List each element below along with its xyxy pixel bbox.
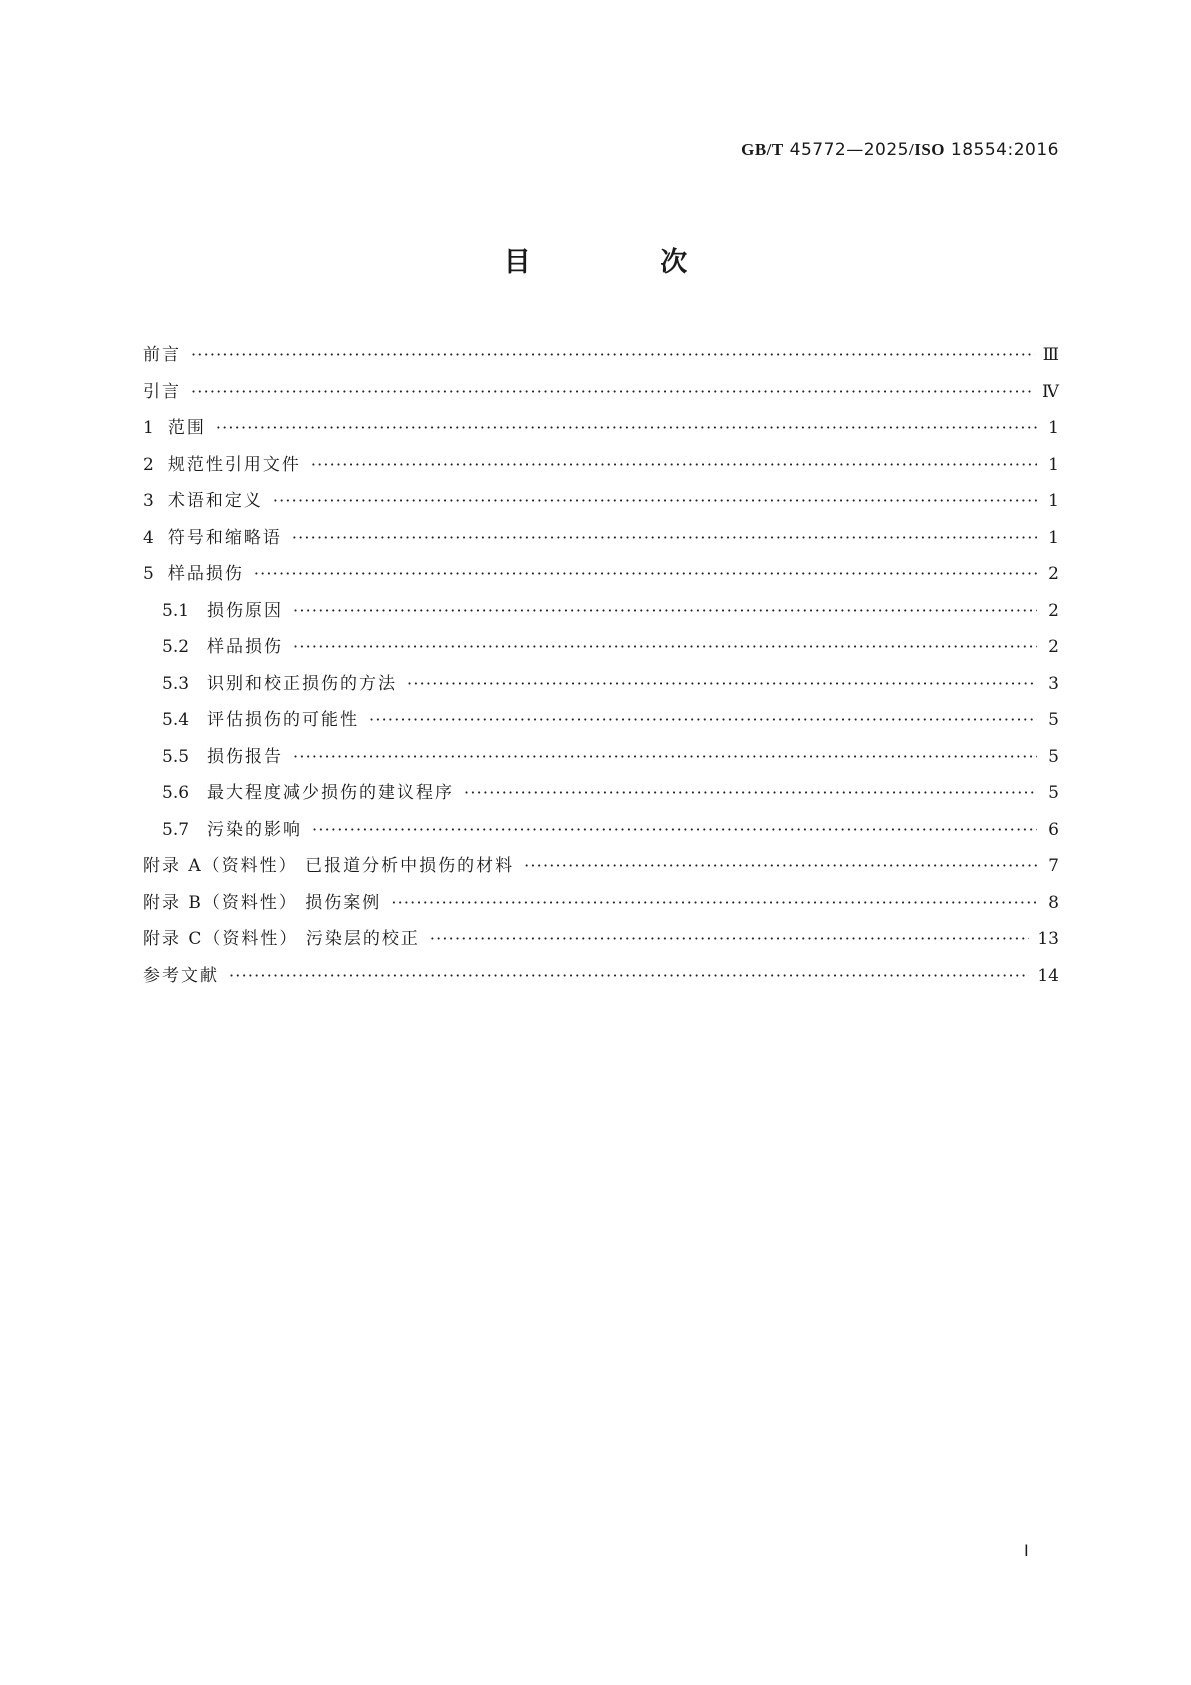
toc-entry-title: 附录 C（资料性） 污染层的校正 (143, 929, 420, 949)
dot-leader (191, 345, 1035, 364)
toc-entry-number: 5.4 (162, 710, 190, 730)
toc-entry[interactable] (143, 523, 1059, 560)
toc-entry[interactable] (143, 596, 1059, 633)
toc-entry-page: 14 (1037, 965, 1059, 986)
dot-leader (312, 820, 1037, 839)
toc-entry-number: 5.7 (162, 819, 190, 840)
toc-entry-title: 损伤报告 (207, 746, 284, 767)
toc-entry-number: 5 (143, 564, 154, 584)
standard-prefix: GB/T (741, 140, 784, 159)
document-header (741, 140, 1059, 160)
toc-entry-title: 污染的影响 (207, 819, 303, 840)
dot-leader (191, 382, 1034, 401)
toc-entry-page: 5 (1048, 710, 1059, 730)
toc-entry-title: 前言 (143, 345, 181, 365)
toc-entry[interactable] (143, 778, 1059, 815)
toc-entry-title: 损伤原因 (207, 600, 284, 621)
toc-entry-title: 参考文献 (143, 965, 219, 986)
toc-entry-number: 2 (143, 454, 154, 475)
toc-entry[interactable] (143, 669, 1059, 706)
toc-entry-title: 规范性引用文件 (167, 454, 301, 475)
dot-leader (430, 929, 1030, 948)
toc-entry-title: 术语和定义 (167, 491, 263, 511)
toc-entry-label (162, 742, 283, 767)
toc-entry-title: 附录 A（资料性） 已报道分析中损伤的材料 (143, 856, 515, 876)
toc-entry-page: 7 (1048, 856, 1059, 876)
table-of-contents (143, 340, 1059, 997)
dot-leader (254, 564, 1037, 583)
dot-leader (229, 966, 1029, 985)
toc-entry-page: 2 (1048, 637, 1059, 657)
iso-prefix: /ISO (908, 140, 946, 159)
page-number: Ⅰ (1024, 1543, 1029, 1560)
toc-entry-number: 5.5 (162, 746, 190, 767)
dot-leader (293, 601, 1037, 620)
toc-entry[interactable] (143, 340, 1059, 377)
toc-entry-page: 2 (1048, 600, 1059, 621)
toc-entry-label (143, 340, 181, 365)
toc-entry-page: 2 (1048, 564, 1059, 584)
dot-leader (407, 674, 1037, 693)
toc-entry-title: 样品损伤 (167, 564, 244, 584)
toc-entry[interactable] (143, 377, 1059, 414)
dot-leader (369, 710, 1037, 729)
toc-entry-title: 范围 (167, 418, 206, 438)
toc-entry-page: 5 (1048, 746, 1059, 767)
toc-entry-page: 1 (1048, 527, 1059, 548)
toc-entry-number: 3 (143, 491, 154, 511)
toc-entry-number: 4 (143, 527, 154, 548)
toc-entry-label (162, 669, 397, 694)
toc-entry-number: 5.6 (162, 783, 190, 803)
toc-title: 目 次 (503, 247, 748, 278)
toc-entry-page: 1 (1048, 418, 1059, 438)
toc-entry-label (162, 778, 454, 803)
toc-entry-number: 5.3 (162, 673, 190, 694)
toc-entry[interactable] (143, 742, 1059, 779)
toc-entry-page: Ⅲ (1042, 345, 1059, 365)
toc-entry-title: 评估损伤的可能性 (207, 710, 360, 730)
dot-leader (293, 747, 1037, 766)
dot-leader (524, 856, 1037, 875)
toc-entry-label (162, 705, 359, 730)
dot-leader (311, 455, 1037, 474)
toc-entry[interactable] (143, 632, 1059, 669)
toc-entry[interactable] (143, 851, 1059, 888)
toc-entry-title: 样品损伤 (207, 637, 284, 657)
dot-leader (391, 893, 1037, 912)
toc-entry-title: 引言 (143, 381, 181, 402)
toc-entry[interactable] (143, 924, 1059, 961)
toc-entry-label (162, 596, 283, 621)
dot-leader (216, 418, 1037, 437)
toc-entry-page: Ⅳ (1042, 381, 1059, 402)
toc-entry-label (143, 377, 181, 402)
toc-entry[interactable] (143, 705, 1059, 742)
toc-entry-number: 5.1 (162, 600, 190, 621)
toc-entry-title: 识别和校正损伤的方法 (207, 673, 398, 694)
toc-entry-title: 符号和缩略语 (167, 527, 282, 548)
toc-entry-label (143, 961, 219, 986)
toc-entry[interactable] (143, 815, 1059, 852)
toc-entry-page: 1 (1048, 491, 1059, 511)
iso-number: 18554:2016 (950, 140, 1059, 160)
toc-entry[interactable] (143, 486, 1059, 523)
toc-entry-number: 5.2 (162, 637, 190, 657)
toc-entry-label (162, 632, 283, 657)
dot-leader (273, 491, 1037, 510)
toc-entry-label (143, 486, 263, 511)
toc-entry-number: 1 (143, 418, 154, 438)
toc-entry-label (143, 523, 282, 548)
toc-entry-page: 8 (1048, 892, 1059, 913)
dot-leader (464, 783, 1037, 802)
dot-leader (293, 637, 1037, 656)
toc-entry-page: 1 (1048, 454, 1059, 475)
toc-entry-label (143, 559, 244, 584)
toc-entry[interactable] (143, 961, 1059, 998)
dot-leader (292, 528, 1037, 547)
toc-entry-label (143, 851, 514, 876)
toc-entry-page: 6 (1048, 819, 1059, 840)
toc-entry-label (143, 413, 206, 438)
toc-entry-label (162, 815, 302, 840)
toc-entry-label (143, 450, 301, 475)
toc-entry-page: 13 (1037, 929, 1059, 949)
toc-entry-title: 附录 B（资料性） 损伤案例 (143, 892, 382, 913)
toc-entry-label (143, 888, 381, 913)
toc-entry-page: 5 (1048, 783, 1059, 803)
toc-entry-title: 最大程度减少损伤的建议程序 (207, 783, 455, 803)
toc-entry[interactable] (143, 888, 1059, 925)
standard-number: 45772—2025 (789, 140, 909, 160)
toc-entry[interactable] (143, 450, 1059, 487)
toc-entry[interactable] (143, 413, 1059, 450)
toc-entry-label (143, 924, 420, 949)
toc-entry-page: 3 (1048, 673, 1059, 694)
toc-entry[interactable] (143, 559, 1059, 596)
